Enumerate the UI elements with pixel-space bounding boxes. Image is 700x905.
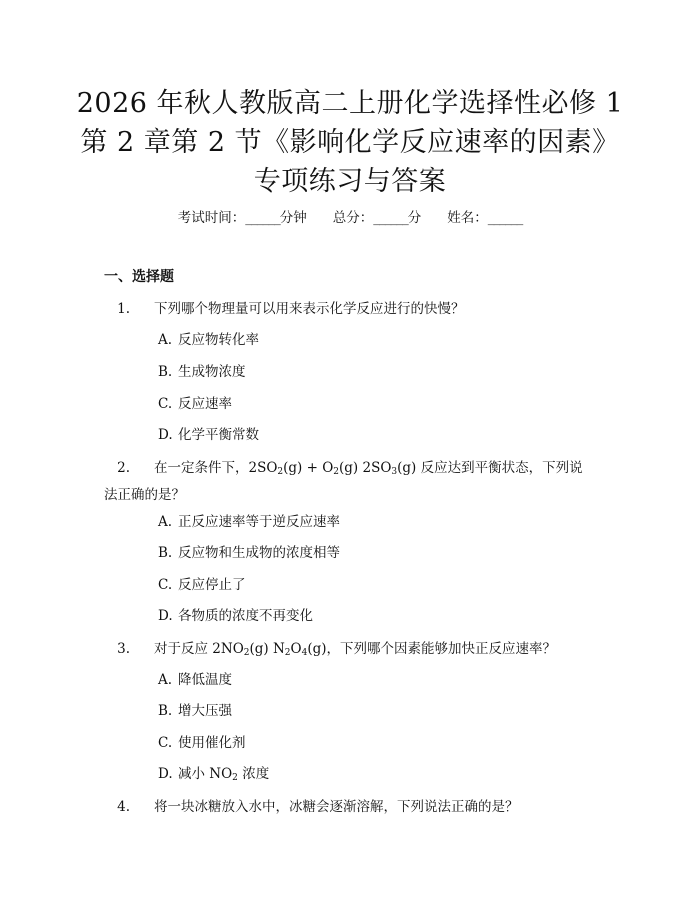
subscript: 2: [232, 773, 238, 783]
option-text: 正反应速率等于逆反应速率: [178, 514, 340, 530]
score-blank: ______: [373, 210, 408, 226]
option-text: 反应物转化率: [178, 332, 259, 348]
question-3-option-a: [158, 670, 232, 690]
title-line-3: 专项练习与答案: [253, 166, 447, 197]
subscript: 2: [277, 467, 284, 477]
question-text-d: (g)，下列哪个因素能够加快正反应速率？: [307, 641, 557, 657]
option-text: 化学平衡常数: [178, 427, 259, 443]
option-letter: B.: [158, 703, 173, 719]
question-number: 2.: [117, 460, 130, 476]
name-blank: ______: [487, 210, 523, 226]
question-2-option-a: [158, 512, 340, 532]
time-label: 考试时间：: [177, 210, 246, 226]
question-text-b: (g) + O: [283, 460, 334, 476]
option-letter: A.: [158, 514, 173, 530]
question-4: [104, 796, 604, 819]
question-text-b: (g) N: [249, 641, 285, 657]
question-text-a: 在一定条件下，2SO: [154, 460, 278, 476]
option-text: 反应速率: [178, 396, 232, 412]
question-2-option-c: [158, 575, 246, 595]
option-letter: B.: [158, 364, 173, 380]
option-text: 增大压强: [178, 703, 232, 719]
question-1: [104, 298, 604, 321]
option-text-b: 浓度: [237, 766, 270, 782]
subscript: 2: [243, 648, 250, 658]
option-text-a: 减小 NO: [178, 766, 233, 782]
question-text-a: 对于反应 2NO: [154, 641, 244, 657]
subscript: 3: [391, 467, 398, 477]
option-text: 使用催化剂: [178, 735, 246, 751]
time-unit: 分钟: [279, 210, 307, 226]
score-unit: 分: [407, 210, 422, 226]
question-text-c: O: [290, 641, 302, 657]
question-text-c: (g) 2SO: [339, 460, 392, 476]
score-label: 总分：: [332, 210, 374, 226]
time-blank: ______: [245, 210, 280, 226]
option-letter: D.: [158, 766, 173, 782]
question-2-option-b: [158, 543, 340, 563]
option-letter: C.: [158, 735, 173, 751]
section-heading: 一、选择题: [104, 269, 174, 285]
question-number: 4.: [117, 799, 130, 815]
option-letter: C.: [158, 577, 173, 593]
question-3-option-c: [158, 733, 246, 753]
option-text: 各物质的浓度不再变化: [178, 608, 313, 624]
option-text: 反应物和生成物的浓度相等: [178, 545, 340, 561]
exam-meta: [0, 206, 700, 226]
question-number: 1.: [117, 301, 130, 317]
option-text: 降低温度: [178, 672, 232, 688]
question-1-option-b: [158, 362, 246, 382]
option-letter: C.: [158, 396, 173, 412]
question-2-option-d: [158, 606, 313, 626]
question-text: 将一块冰糖放入水中，冰糖会逐渐溶解，下列说法正确的是？: [154, 799, 519, 815]
option-text: 生成物浓度: [178, 364, 246, 380]
subscript: 2: [284, 648, 291, 658]
question-3: [104, 638, 604, 665]
option-letter: D.: [158, 608, 173, 624]
subscript: 4: [301, 648, 308, 658]
title-line-1: 2026 年秋人教版高二上册化学选择性必修 1: [76, 88, 624, 119]
question-1-option-a: [158, 330, 259, 350]
question-text-line-2: 法正确的是？: [104, 487, 185, 503]
document-title: [60, 84, 640, 201]
question-3-option-b: [158, 701, 232, 721]
option-letter: A.: [158, 332, 173, 348]
option-text: 反应停止了: [178, 577, 246, 593]
option-letter: D.: [158, 427, 173, 443]
question-number: 3.: [117, 641, 130, 657]
option-letter: B.: [158, 545, 173, 561]
question-text: 下列哪个物理量可以用来表示化学反应进行的快慢？: [154, 301, 465, 317]
question-1-option-d: [158, 425, 259, 445]
question-text-d: (g) 反应达到平衡状态，下列说: [397, 460, 583, 476]
question-1-option-c: [158, 394, 232, 414]
question-3-option-d: [158, 764, 269, 788]
option-letter: A.: [158, 672, 173, 688]
title-line-2: 第 2 章第 2 节《影响化学反应速率的因素》: [80, 127, 620, 158]
subscript: 2: [333, 467, 340, 477]
name-label: 姓名：: [447, 210, 488, 226]
question-2: [104, 457, 604, 507]
